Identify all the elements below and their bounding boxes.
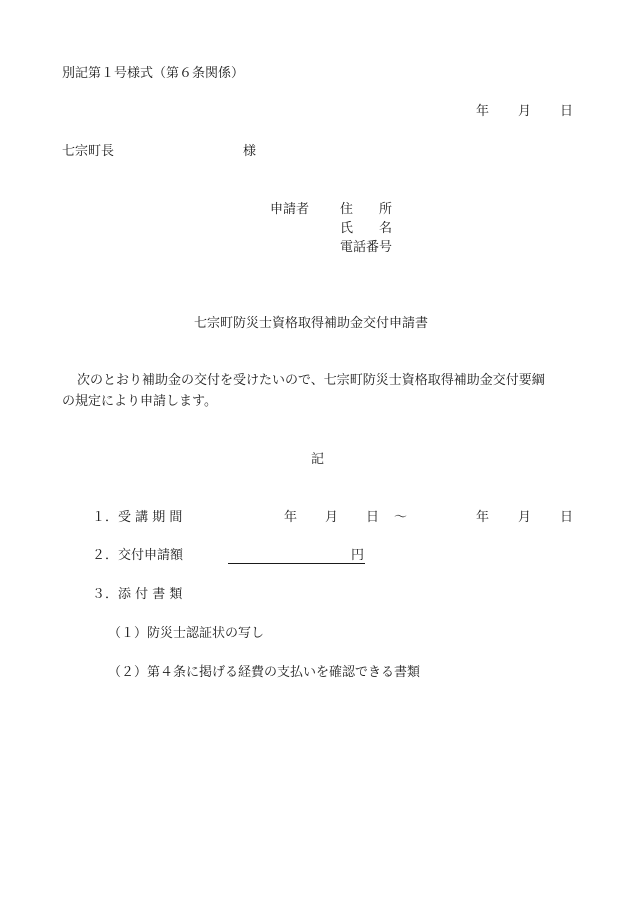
period-end-month: 月: [518, 510, 532, 525]
period-start-month: 月: [325, 510, 339, 525]
applicant-label: 申請者: [270, 202, 310, 217]
addressee-name: 七宗町長: [62, 144, 115, 159]
documents-label: ３．添 付 書 類: [92, 587, 183, 602]
body-text-line1: 次のとおり補助金の交付を受けたいので、七宗町防災士資格取得補助金交付要綱: [77, 373, 545, 388]
document-item-1: （１）防災士認証状の写し: [108, 626, 265, 641]
applicant-address-label: 住 所: [340, 202, 393, 217]
period-end-year: 年: [476, 510, 490, 525]
period-tilde: ～: [394, 510, 408, 525]
ki-marker: 記: [311, 452, 325, 467]
period-end-day: 日: [560, 510, 574, 525]
amount-field[interactable]: [228, 547, 365, 564]
amount-unit: 円: [351, 548, 365, 563]
document-title: 七宗町防災士資格取得補助金交付申請書: [194, 316, 429, 331]
date-year-label: 年: [476, 104, 490, 119]
date-day-label: 日: [560, 104, 574, 119]
document-item-2: （２）第４条に掲げる経費の支払いを確認できる書類: [108, 665, 421, 680]
date-month-label: 月: [518, 104, 532, 119]
period-start-day: 日: [366, 510, 380, 525]
form-number: 別記第１号様式（第６条関係）: [62, 66, 245, 81]
addressee-honorific: 様: [243, 144, 257, 159]
period-start-year: 年: [284, 510, 298, 525]
applicant-name-label: 氏 名: [340, 221, 393, 236]
body-text-line2: の規定により申請します。: [62, 394, 217, 409]
amount-label: ２．交付申請額: [92, 548, 184, 563]
period-label: １．受 講 期 間: [92, 510, 183, 525]
applicant-phone-label: 電話番号: [340, 240, 393, 255]
